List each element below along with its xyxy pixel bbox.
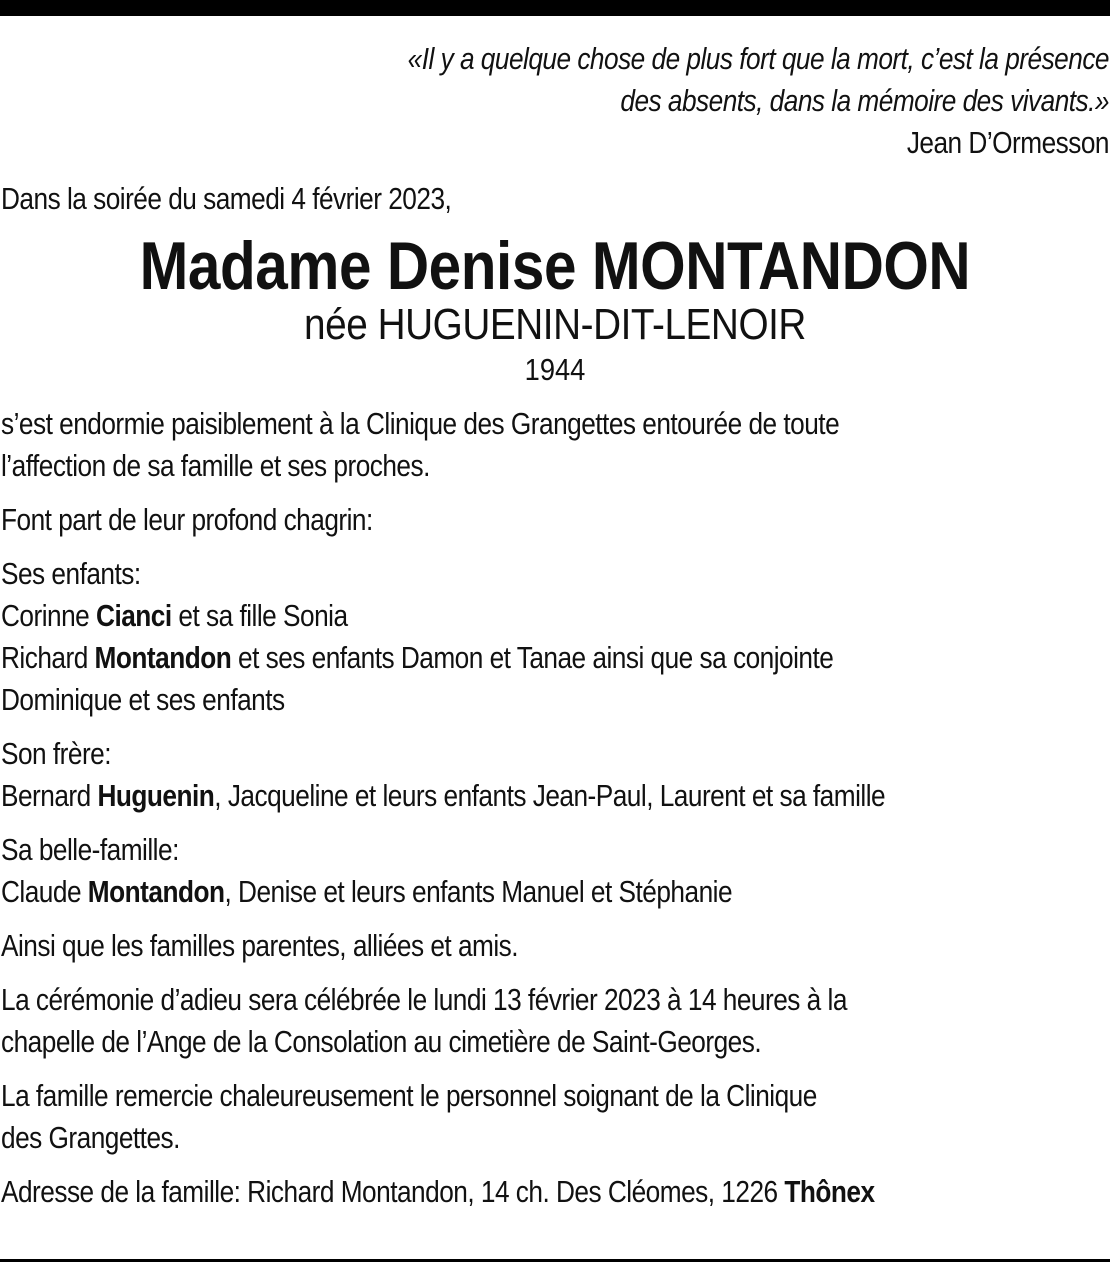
brother-entry — [1, 775, 1109, 817]
child-2-rest: et ses enfants Damon et Tanae ainsi que sa conjointe — [231, 641, 834, 675]
child-2-surname: Montandon — [94, 641, 232, 675]
children-heading: Ses enfants: — [1, 557, 141, 591]
child-1-rest: et sa fille Sonia — [171, 599, 348, 633]
brother-surname: Huguenin — [97, 779, 215, 813]
grief-line: Font part de leur profond chagrin: — [1, 503, 373, 537]
quote-author: Jean D’Ormesson — [906, 126, 1109, 160]
family-address — [1, 1171, 1109, 1213]
deceased-name: Madame Denise MONTANDON — [139, 228, 971, 304]
child-1-first: Corinne — [1, 599, 97, 633]
ceremony-line-2: chapelle de l’Ange de la Consolation au cimetière de Saint-Georges. — [1, 1025, 762, 1059]
thanks-line-2: des Grangettes. — [1, 1121, 180, 1155]
address-prefix: Adresse de la famille: Richard Montandon, 14 ch. Des Cléomes, 1226 — [1, 1175, 785, 1209]
child-entry-2-continued: Dominique et ses enfants — [1, 683, 285, 717]
obituary-notice — [1, 38, 1109, 1213]
brother-first: Bernard — [1, 779, 98, 813]
birth-year: 1944 — [524, 352, 586, 387]
in-laws-entry — [1, 871, 1109, 913]
thanks-line-1: La famille remercie chaleureusement le personnel soignant de la Clinique — [1, 1079, 817, 1113]
child-entry-1 — [1, 595, 1109, 637]
child-2-first: Richard — [1, 641, 95, 675]
brother-heading: Son frère: — [1, 737, 112, 771]
in-laws-rest: , Denise et leurs enfants Manuel et Stéphanie — [224, 875, 733, 909]
in-laws-surname: Montandon — [87, 875, 225, 909]
child-1-surname: Cianci — [96, 599, 172, 633]
brother-rest: , Jacqueline et leurs enfants Jean-Paul, Laurent et sa famille — [214, 779, 886, 813]
bottom-border-rule — [0, 1259, 1110, 1262]
address-city: Thônex — [784, 1175, 875, 1209]
relatives-line: Ainsi que les familles parentes, alliées et amis. — [1, 929, 519, 963]
announcement-line-1: s’est endormie paisiblement à la Clinique des Grangettes entourée de toute — [1, 407, 840, 441]
quote-line-1: «Il y a quelque chose de plus fort que la mort, c’est la présence — [407, 42, 1110, 76]
top-border-rule — [0, 0, 1110, 16]
intro-line: Dans la soirée du samedi 4 février 2023, — [1, 182, 452, 216]
maiden-name: née HUGUENIN-DIT-LENOIR — [304, 300, 806, 349]
in-laws-heading: Sa belle-famille: — [1, 833, 179, 867]
child-entry-2 — [1, 637, 1109, 679]
in-laws-first: Claude — [1, 875, 88, 909]
deceased-block — [1, 220, 1109, 391]
announcement-line-2: l’affection de sa famille et ses proches. — [1, 449, 430, 483]
ceremony-line-1: La cérémonie d’adieu sera célébrée le lundi 13 février 2023 à 14 heures à la — [1, 983, 847, 1017]
quote-line-2: des absents, dans la mémoire des vivants.» — [620, 84, 1109, 118]
